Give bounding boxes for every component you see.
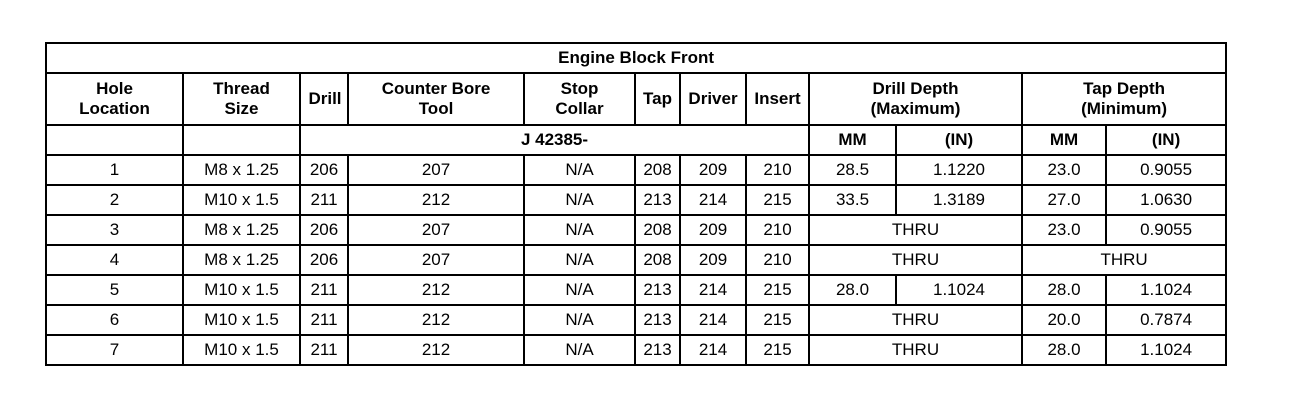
hole-location-cell: 6 (46, 305, 183, 335)
table-row (46, 215, 1226, 245)
tap-depth-thru-cell: THRU (1022, 245, 1226, 275)
drill-depth-in-cell: 1.1024 (896, 275, 1022, 305)
header-drill-depth-line2: (Maximum) (870, 99, 961, 118)
tap-tool-cell: 213 (635, 335, 680, 365)
drill-depth-mm-header: MM (809, 125, 896, 155)
thread-size-cell: M10 x 1.5 (183, 335, 300, 365)
tool-number-prefix: J 42385- (300, 125, 809, 155)
tap-tool-cell: 213 (635, 275, 680, 305)
driver-tool-cell: 209 (680, 245, 746, 275)
table-row (46, 185, 1226, 215)
header-drill-depth (809, 73, 1022, 125)
drill-tool-cell: 206 (300, 155, 348, 185)
insert-tool-cell: 215 (746, 305, 809, 335)
counter-bore-tool-cell: 207 (348, 245, 524, 275)
tap-depth-mm-header: MM (1022, 125, 1106, 155)
table-row (46, 275, 1226, 305)
subheader-row (46, 125, 1226, 155)
header-thread-size-line1: Thread (213, 79, 270, 98)
driver-tool-cell: 214 (680, 335, 746, 365)
drill-depth-mm-cell: 28.0 (809, 275, 896, 305)
tap-depth-in-cell: 0.9055 (1106, 155, 1226, 185)
insert-tool-cell: 210 (746, 215, 809, 245)
counter-bore-tool-cell: 207 (348, 155, 524, 185)
stop-collar-cell: N/A (524, 155, 635, 185)
header-hole-location-line1: Hole (96, 79, 133, 98)
hole-location-cell: 2 (46, 185, 183, 215)
drill-depth-thru-cell: THRU (809, 335, 1022, 365)
tap-depth-mm-cell: 23.0 (1022, 215, 1106, 245)
drill-depth-in-cell: 1.1220 (896, 155, 1022, 185)
thread-size-cell: M8 x 1.25 (183, 215, 300, 245)
stop-collar-cell: N/A (524, 275, 635, 305)
header-hole-location-line2: Location (79, 99, 150, 118)
drill-depth-thru-cell: THRU (809, 215, 1022, 245)
header-tap-depth-line2: (Minimum) (1081, 99, 1168, 118)
drill-tool-cell: 211 (300, 335, 348, 365)
table-row (46, 155, 1226, 185)
insert-tool-cell: 215 (746, 275, 809, 305)
header-stop-collar-line2: Collar (555, 99, 604, 118)
insert-tool-cell: 215 (746, 335, 809, 365)
tap-depth-mm-cell: 28.0 (1022, 275, 1106, 305)
counter-bore-tool-cell: 212 (348, 185, 524, 215)
tap-depth-in-cell: 1.1024 (1106, 335, 1226, 365)
thread-size-cell: M8 x 1.25 (183, 155, 300, 185)
thread-size-cell: M10 x 1.5 (183, 185, 300, 215)
tap-tool-cell: 213 (635, 185, 680, 215)
table-row (46, 335, 1226, 365)
header-hole-location (46, 73, 183, 125)
table-body (46, 155, 1226, 365)
stop-collar-cell: N/A (524, 305, 635, 335)
tap-depth-mm-cell: 23.0 (1022, 155, 1106, 185)
subheader-blank-hole (46, 125, 183, 155)
header-tap-depth-line1: Tap Depth (1083, 79, 1165, 98)
header-tap: Tap (635, 73, 680, 125)
tap-depth-in-cell: 0.7874 (1106, 305, 1226, 335)
thread-size-cell: M8 x 1.25 (183, 245, 300, 275)
subheader-blank-thread (183, 125, 300, 155)
tap-depth-in-header: (IN) (1106, 125, 1226, 155)
header-stop-collar (524, 73, 635, 125)
driver-tool-cell: 214 (680, 275, 746, 305)
header-counter-bore-line2: Tool (418, 99, 454, 118)
hole-location-cell: 1 (46, 155, 183, 185)
driver-tool-cell: 209 (680, 155, 746, 185)
header-drill-depth-line1: Drill Depth (872, 79, 959, 98)
counter-bore-tool-cell: 207 (348, 215, 524, 245)
counter-bore-tool-cell: 212 (348, 305, 524, 335)
header-counter-bore-line1: Counter Bore (381, 79, 491, 98)
header-stop-collar-line1: Stop (560, 79, 599, 98)
stop-collar-cell: N/A (524, 185, 635, 215)
tap-tool-cell: 208 (635, 155, 680, 185)
hole-location-cell: 5 (46, 275, 183, 305)
drill-depth-mm-cell: 33.5 (809, 185, 896, 215)
drill-tool-cell: 206 (300, 215, 348, 245)
header-drill: Drill (300, 73, 348, 125)
tap-depth-mm-cell: 20.0 (1022, 305, 1106, 335)
drill-tool-cell: 211 (300, 185, 348, 215)
tap-tool-cell: 208 (635, 245, 680, 275)
drill-depth-in-cell: 1.3189 (896, 185, 1022, 215)
hole-location-cell: 7 (46, 335, 183, 365)
stop-collar-cell: N/A (524, 245, 635, 275)
table-title: Engine Block Front (46, 43, 1226, 73)
insert-tool-cell: 210 (746, 245, 809, 275)
counter-bore-tool-cell: 212 (348, 335, 524, 365)
header-thread-size-line2: Size (224, 99, 259, 118)
header-tap-depth (1022, 73, 1226, 125)
tap-depth-in-cell: 1.0630 (1106, 185, 1226, 215)
stop-collar-cell: N/A (524, 215, 635, 245)
drill-depth-mm-cell: 28.5 (809, 155, 896, 185)
drill-depth-in-header: (IN) (896, 125, 1022, 155)
drill-tool-cell: 206 (300, 245, 348, 275)
engine-block-front-table (45, 42, 1227, 366)
column-header-row (46, 73, 1226, 125)
tap-tool-cell: 213 (635, 305, 680, 335)
driver-tool-cell: 214 (680, 305, 746, 335)
insert-tool-cell: 210 (746, 155, 809, 185)
drill-depth-thru-cell: THRU (809, 305, 1022, 335)
tap-depth-in-cell: 1.1024 (1106, 275, 1226, 305)
hole-location-cell: 3 (46, 215, 183, 245)
table-row (46, 245, 1226, 275)
insert-tool-cell: 215 (746, 185, 809, 215)
stop-collar-cell: N/A (524, 335, 635, 365)
header-thread-size (183, 73, 300, 125)
tap-depth-mm-cell: 28.0 (1022, 335, 1106, 365)
tap-depth-mm-cell: 27.0 (1022, 185, 1106, 215)
thread-size-cell: M10 x 1.5 (183, 305, 300, 335)
table-row (46, 305, 1226, 335)
drill-depth-thru-cell: THRU (809, 245, 1022, 275)
header-counter-bore-tool (348, 73, 524, 125)
thread-size-cell: M10 x 1.5 (183, 275, 300, 305)
counter-bore-tool-cell: 212 (348, 275, 524, 305)
drill-tool-cell: 211 (300, 275, 348, 305)
tap-tool-cell: 208 (635, 215, 680, 245)
driver-tool-cell: 214 (680, 185, 746, 215)
driver-tool-cell: 209 (680, 215, 746, 245)
header-insert: Insert (746, 73, 809, 125)
header-driver: Driver (680, 73, 746, 125)
drill-tool-cell: 211 (300, 305, 348, 335)
tap-depth-in-cell: 0.9055 (1106, 215, 1226, 245)
hole-location-cell: 4 (46, 245, 183, 275)
